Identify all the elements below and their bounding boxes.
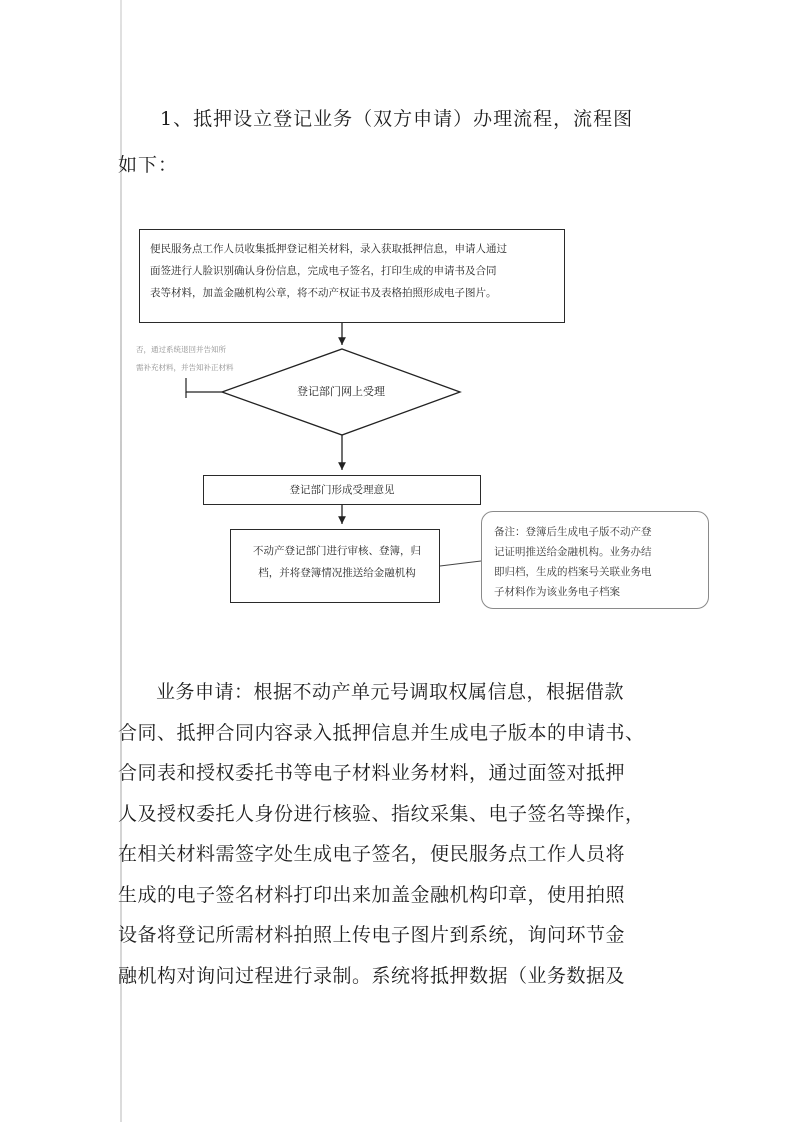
reject-connector: [186, 378, 222, 392]
body-line: 在相关材料需签字处生成电子签名，便民服务点工作人员将: [118, 843, 626, 865]
remark-line: 即归档，生成的档案号关联业务电: [494, 566, 652, 578]
body-line: 合同表和授权委托书等电子材料业务材料，通过面签对抵押: [118, 762, 626, 784]
body-line: 设备将登记所需材料拍照上传电子图片到系统，询问环节金: [118, 924, 626, 946]
remark-line: 备注：登簿后生成电子版不动产登: [494, 526, 652, 538]
step3-label: 登记部门形成受理意见: [289, 484, 395, 496]
step3-box: [203, 475, 481, 505]
step1-line: 面签进行人脸识别确认身份信息，完成电子签名，打印生成的申请书及合同: [150, 265, 497, 277]
reject-note-line: 否，通过系统退回并告知所: [136, 345, 226, 354]
remark-line: 记证明推送给金融机构。业务办结: [494, 546, 652, 558]
body-paragraph: [118, 672, 708, 996]
step4-line: 不动产登记部门进行审核、登簿，归: [253, 545, 421, 557]
body-line: 合同、抵押合同内容录入抵押信息并生成电子版本的申请书、: [118, 721, 645, 744]
remark-line: 子材料作为该业务电子档案: [494, 586, 620, 598]
step1-box: [139, 229, 565, 323]
section-heading-continuation: 如下：: [118, 154, 179, 176]
step4-box: [230, 529, 440, 603]
decision-label: 登记部门网上受理: [297, 385, 385, 398]
body-line: 业务申请：根据不动产单元号调取权属信息，根据借款: [156, 681, 625, 703]
body-line: 人及授权委托人身份进行核验、指纹采集、电子签名等操作，: [118, 802, 645, 825]
remark-note-box: [481, 511, 709, 609]
step1-line: 表等材料，加盖金融机构公章，将不动产权证书及表格拍照形成电子图片。: [150, 287, 497, 299]
body-line: 生成的电子签名材料打印出来加盖金融机构印章，使用拍照: [118, 883, 626, 906]
step1-line: 便民服务点工作人员收集抵押登记相关材料，录入获取抵押信息，申请人通过: [150, 243, 507, 255]
note-connector: [440, 561, 481, 566]
body-line: 融机构对询问过程进行录制。系统将抵押数据（业务数据及: [118, 964, 626, 987]
step4-line: 档，并将登簿情况推送给金融机构: [258, 567, 416, 579]
reject-note-line: 需补充材料，并告知补正材料: [136, 363, 234, 372]
section-heading: 1、抵押设立登记业务（双方申请）办理流程，流程图: [160, 108, 634, 130]
